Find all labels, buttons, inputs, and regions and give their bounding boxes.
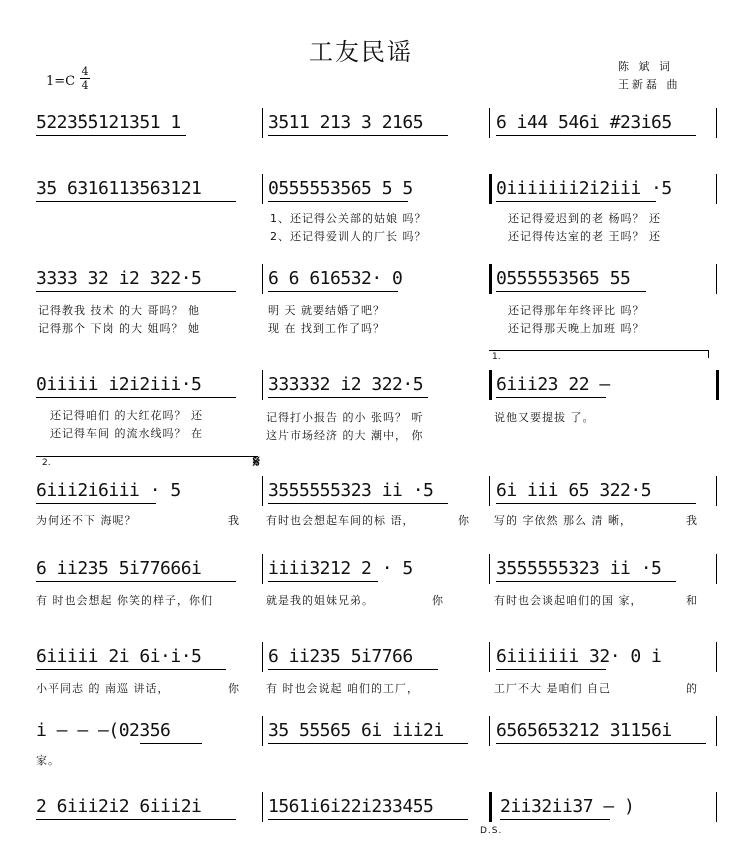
time-signature-bottom: 4 [81, 79, 89, 92]
double-barline [489, 792, 492, 822]
row6-measure1: 6 ii235 5i77666i [36, 558, 202, 579]
repeat-barline [489, 370, 492, 400]
lyric-line: 记得打小报告 的小 张吗？ 听 [266, 411, 424, 424]
beam-line [496, 397, 606, 398]
lyric-line: 说他又要提拔 了。 [494, 411, 595, 424]
beam-line [268, 201, 408, 202]
lyric-line: 家。 [36, 754, 60, 767]
barline [489, 642, 490, 672]
time-signature-top: 4 [81, 65, 89, 78]
beam-line [496, 503, 696, 504]
row4-measure3: 6iii23 22 – [496, 374, 610, 395]
barline [716, 792, 717, 822]
barline [489, 716, 490, 746]
barline [489, 554, 490, 584]
beam-line [268, 581, 378, 582]
volta-bracket [36, 456, 258, 457]
barline [262, 554, 263, 584]
beam-line [496, 743, 706, 744]
lyric-line: 现 在 找到工作了吗？ [268, 322, 385, 335]
beam-line [268, 819, 468, 820]
beam-line [496, 201, 656, 202]
lyric-line: 记得那个 下岗 的大 姐吗？ 她 [38, 322, 200, 335]
beam-line [268, 669, 438, 670]
lyric-line: 小平同志 的 南巡 讲话， [36, 682, 170, 695]
barline [262, 792, 263, 822]
song-title: 工友民谣 [309, 38, 413, 66]
barline [489, 108, 490, 138]
lyric-line: 的 [686, 682, 698, 695]
lyric-line: 1、还记得公关部的姑娘 吗？ [270, 212, 427, 225]
repeat-barline [489, 264, 492, 294]
lyric-line: 就是我的姐妹兄弟。 [266, 594, 374, 607]
lyric-line: 写的 字依然 那么 清 晰， [494, 514, 632, 527]
row5-measure2: 3555555323 ii ·5 [268, 480, 434, 501]
beam-line [496, 135, 696, 136]
row7-measure3: 6iiiiiii 32· 0 i [496, 646, 662, 667]
barline [262, 264, 263, 294]
lyric-line: 有时也会谈起咱们的国 家， [494, 594, 643, 607]
row1-measure1: 5223̇5̇5121351 1 [36, 112, 181, 133]
barline [716, 554, 717, 584]
key-signature: 1=C [46, 74, 76, 89]
beam-line [36, 819, 236, 820]
row4-measure2: 333332 i2 322·5 [268, 374, 424, 395]
beam-line [268, 397, 428, 398]
volta-second-ending: 2. [42, 458, 51, 468]
end-repeat-barline [716, 370, 719, 400]
composer-credit: 王新磊 曲 [618, 78, 681, 91]
row2-measure1: 35 6316113563121 [36, 178, 202, 199]
lyric-line: 明 天 就要结婚了吧？ [268, 304, 385, 317]
beam-line [268, 503, 448, 504]
lyric-line: 2、还记得爱训人的厂长 吗？ [270, 230, 427, 243]
row3-measure1: 3333 32 i2 322·5 [36, 268, 202, 289]
volta-bracket [489, 350, 709, 351]
lyricist-credit: 陈 斌 词 [618, 60, 673, 73]
barline [262, 476, 263, 506]
dal-segno-mark: D.S. [480, 826, 503, 836]
barline [489, 476, 490, 506]
beam-line [36, 669, 226, 670]
barline [716, 264, 717, 294]
lyric-line: 你 [432, 594, 444, 607]
beam-line [140, 743, 202, 744]
time-signature [80, 66, 90, 91]
row8-measure2: 35 55565 6i iii2i [268, 720, 444, 741]
beam-line [496, 669, 606, 670]
beam-line [36, 581, 236, 582]
lyric-line: 我 [228, 514, 240, 527]
lyric-line: 还记得车间 的流水线吗？ 在 [50, 427, 203, 440]
lyric-line: 工厂不大 是咱们 自己 [494, 682, 611, 695]
row7-measure1: 6iiiii 2i 6i·i·5 [36, 646, 202, 667]
lyric-line: 为何还不下 海呢？ [36, 514, 137, 527]
beam-line [496, 581, 676, 582]
beam-line [36, 201, 236, 202]
row9-measure2: 1561i6i22i233455 [268, 796, 434, 817]
barline [262, 716, 263, 746]
lyric-line: 你 [228, 682, 240, 695]
lyric-line: 记得教我 技术 的大 哥吗？ 他 [38, 304, 200, 317]
lyric-line: 还记得爱迟到的老 杨吗？ 还 [508, 212, 661, 225]
barline [716, 174, 717, 204]
row6-measure3: 3555555323 ii ·5 [496, 558, 662, 579]
lyric-line: 有 时也会说起 咱们的工厂， [266, 682, 419, 695]
lyric-line: 你 [458, 514, 470, 527]
beam-line [496, 291, 646, 292]
barline [262, 174, 263, 204]
barline [716, 476, 717, 506]
beam-line [268, 291, 398, 292]
barline [716, 716, 717, 746]
beam-line [36, 291, 236, 292]
beam-line [268, 135, 448, 136]
lyric-line: 还记得那天晚上加班 吗？ [508, 322, 645, 335]
lyric-line: 我 [686, 514, 698, 527]
row2-measure2: 0555553565 5 5 [268, 178, 413, 199]
row6-measure2: iiii3212 2 · 5 [268, 558, 413, 579]
lyric-line: 和 [686, 594, 698, 607]
barline [716, 642, 717, 672]
lyric-line: 还记得咱们 的大红花吗？ 还 [50, 409, 203, 422]
barline [262, 370, 263, 400]
row5-measure3: 6i iii 65 322·5 [496, 480, 652, 501]
row8-measure3: 6565653212 31156i [496, 720, 672, 741]
segno-icon: 𝄋 [253, 452, 260, 471]
row9-measure1: 2 6iii2i2 6iii2i [36, 796, 202, 817]
row8-measure1: i – – –(02356 [36, 720, 171, 741]
lyric-line: 还记得那年年终评比 吗？ [508, 304, 645, 317]
volta-first-ending: 1. [492, 352, 501, 362]
repeat-barline [489, 174, 492, 204]
row1-measure3: 6 i44 546i #23i65 [496, 112, 672, 133]
row3-measure3: 0555553565 55 [496, 268, 631, 289]
row5-measure1: 6iii2i6iii · 5 [36, 480, 181, 501]
row7-measure2: 6 ii235 5i7766 [268, 646, 413, 667]
beam-line [268, 743, 468, 744]
row1-measure2: 3511 213 3 2165 [268, 112, 424, 133]
barline [262, 108, 263, 138]
lyric-line: 这片市场经济 的大 潮中， 你 [266, 429, 424, 442]
lyric-line: 还记得传达室的老 王吗？ 还 [508, 230, 661, 243]
row4-measure1: 0iiiii i2i2iii·5 [36, 374, 202, 395]
row3-measure2: 6 6 616532· 0 [268, 268, 403, 289]
row9-measure3: 2ii32ii37 – ) [500, 796, 635, 817]
beam-line [36, 503, 156, 504]
beam-line [36, 397, 236, 398]
barline [262, 642, 263, 672]
beam-line [36, 135, 186, 136]
lyric-line: 有时也会想起车间的标 语， [266, 514, 415, 527]
lyric-line: 有 时也会想起 你笑的样子，你们 [36, 594, 213, 607]
beam-line [500, 819, 610, 820]
volta-bracket-end [708, 350, 709, 358]
row2-measure3: 0iiiiiii2i2iii ·5 [496, 178, 672, 199]
barline [716, 108, 717, 138]
